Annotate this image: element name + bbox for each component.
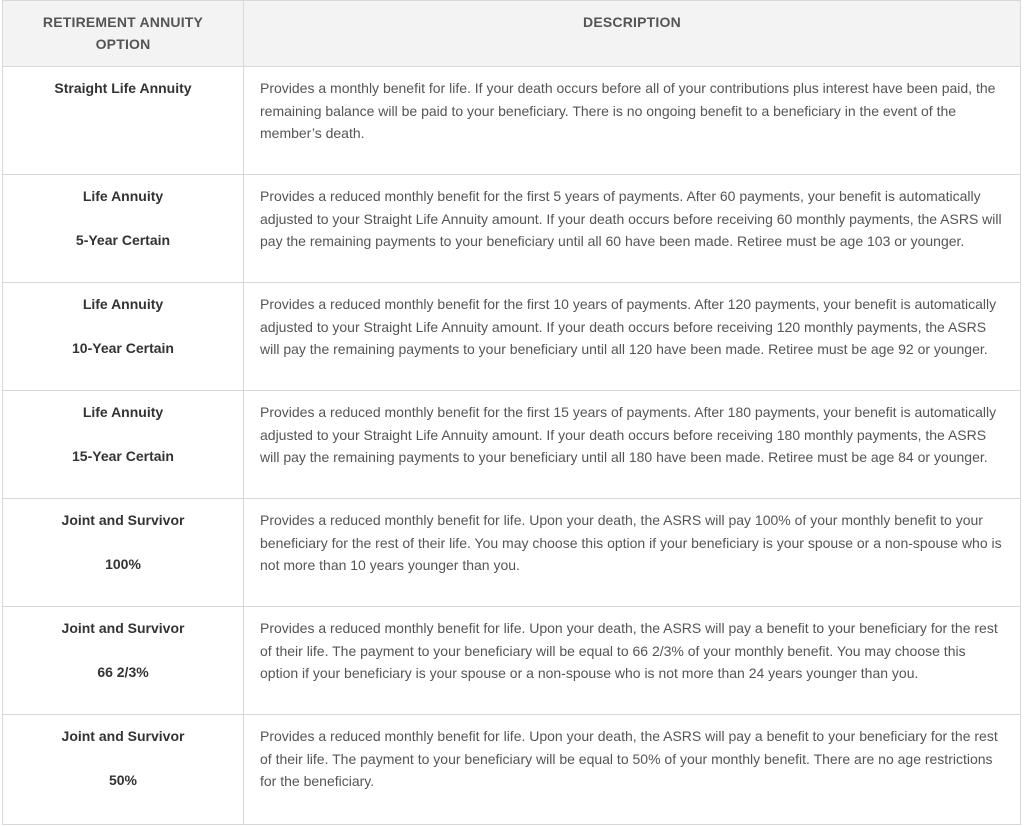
option-variant: 66 2/3% [97,664,149,680]
description-cell: Provides a reduced monthly benefit for life. Upon your death, the ASRS will pay a benefit to your beneficiary for the rest of their life. The payment to your beneficiary will be equal to 66 2/3% of your monthly benefit. You may choose this option if your beneficiary is your spouse or a non-spouse who is not more than 24 years younger than you. [260,620,998,682]
option-name: Joint and Survivor [61,512,185,528]
option-name: Life Annuity [82,296,164,312]
description-column-header: DESCRIPTION [583,14,681,30]
option-cell [3,499,244,606]
option-column-header: RETIREMENT ANNUITY OPTION [3,1,244,66]
option-variant: 50% [108,772,138,788]
table-row [3,66,1020,174]
description-cell: Provides a reduced monthly benefit for the first 5 years of payments. After 60 payments, your benefit is automatically adjusted to your Straight Life Annuity amount. If your death occurs before receiving 60 monthly payments, the ASRS will pay the remaining payments to your beneficiary until all 60 have been made. Retiree must be age 103 or younger. [260,188,1002,250]
option-variant: 15-Year Certain [72,448,174,464]
option-cell [3,175,244,282]
description-cell: Provides a reduced monthly benefit for the first 10 years of payments. After 120 payments, your benefit is automatically adjusted to your Straight Life Annuity amount. If your death occurs before receiving 120 monthly payments, the ASRS will pay the remaining payments to your beneficiary until all 120 have been made. Retiree must be age 92 or younger. [260,296,997,358]
table-row [3,282,1020,390]
option-name: Life Annuity [82,404,164,420]
description-cell: Provides a monthly benefit for life. If your death occurs before all of your contributions plus interest have been paid, the remaining balance will be paid to your beneficiary. There is no ongoing benefit to a beneficiary in the event of the member’s death. [260,80,996,142]
option-variant: 100% [105,556,141,572]
table-row [3,390,1020,498]
option-variant: 10-Year Certain [72,340,174,356]
table-row [3,714,1020,824]
annuity-options-table [2,0,1021,825]
description-cell: Provides a reduced monthly benefit for life. Upon your death, the ASRS will pay a benefit to your beneficiary for the rest of their life. The payment to your beneficiary will be equal to 50% of your monthly benefit. There are no age restrictions for the beneficiary. [260,728,998,790]
description-cell: Provides a reduced monthly benefit for life. Upon your death, the ASRS will pay 100% of your monthly benefit to your beneficiary for the rest of their life. You may choose this option if your beneficiary is your spouse or a non-spouse who is not more than 10 years younger than you. [260,512,1002,574]
option-cell [3,283,244,390]
option-cell [3,67,244,174]
option-variant: 5-Year Certain [75,232,171,248]
option-name: Life Annuity [82,188,164,204]
option-name: Straight Life Annuity [54,80,192,96]
table-header-row [3,1,1020,66]
option-cell [3,607,244,714]
option-name: Joint and Survivor [61,728,185,744]
description-cell: Provides a reduced monthly benefit for the first 15 years of payments. After 180 payments, your benefit is automatically adjusted to your Straight Life Annuity amount. If your death occurs before receiving 180 monthly payments, the ASRS will pay the remaining payments to your beneficiary until all 180 have been made. Retiree must be age 84 or younger. [260,404,997,466]
option-cell [3,715,244,824]
option-cell [3,391,244,498]
table-row [3,606,1020,714]
table-row [3,174,1020,282]
option-name: Joint and Survivor [61,620,185,636]
table-row [3,498,1020,606]
